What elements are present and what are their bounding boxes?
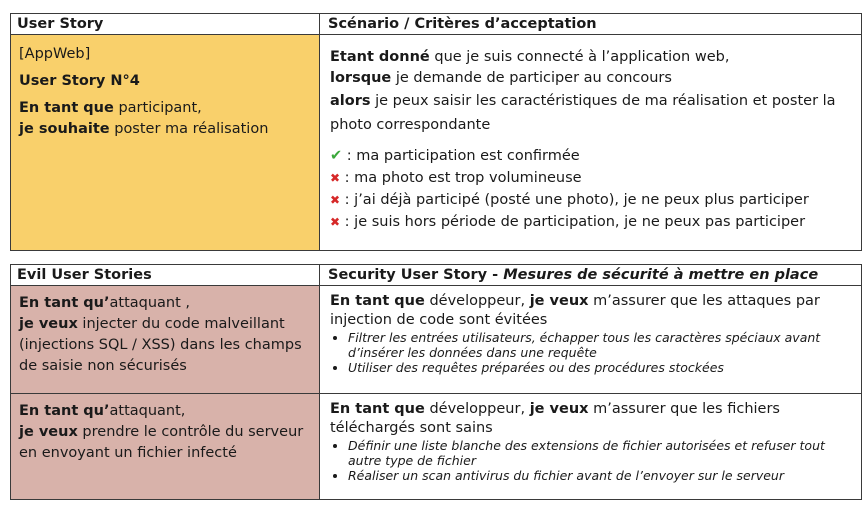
security-measures-list: [330, 438, 853, 483]
security-row: [11, 286, 862, 394]
cross-icon: ✖: [330, 215, 341, 229]
app-tag: [AppWeb]: [19, 46, 91, 62]
evil-as: En tant qu’attaquant,: [19, 403, 186, 419]
user-story-table: [10, 13, 862, 251]
criterion-item: ✖ : ma photo est trop volumineuse: [330, 170, 582, 186]
check-icon: ✔: [330, 148, 343, 164]
user-story-cell: [11, 35, 320, 251]
list-item: • Utiliser des requêtes préparées ou des procédures stockées: [348, 360, 853, 375]
evil-story-cell: [11, 394, 320, 500]
criterion-item: ✖ : j’ai déjà participé (posté une photo), je ne peux plus participer: [330, 192, 809, 208]
security-story-cell: [320, 286, 862, 394]
user-story-header-row: [11, 14, 862, 35]
security-table: [10, 264, 862, 500]
story-as-a: En tant que participant,: [19, 100, 202, 116]
security-measures-list: [330, 330, 853, 375]
list-item: • Filtrer les entrées utilisateurs, échapper tous les caractères spéciaux avant d’insérer les données dans une requête: [348, 330, 853, 360]
security-as-want: En tant que développeur, je veux m’assurer que les fichiers téléchargés sont sains: [330, 401, 780, 436]
user-story-row: [11, 35, 862, 251]
criterion-item: ✔ : ma participation est confirmée: [330, 148, 580, 164]
story-i-want: je souhaite poster ma réalisation: [19, 121, 269, 137]
header-evil-stories: Evil User Stories: [11, 265, 320, 286]
security-story-cell: [320, 394, 862, 500]
evil-as: En tant qu’attaquant ,: [19, 295, 191, 311]
story-number: User Story N°4: [19, 73, 140, 89]
list-item: • Définir une liste blanche des extensions de fichier autorisées et refuser tout autre type de fichier: [348, 438, 853, 468]
header-scenario: Scénario / Critères d’acceptation: [320, 14, 862, 35]
cross-icon: ✖: [330, 171, 341, 185]
scenario-cell: [320, 35, 862, 251]
security-header-row: [11, 265, 862, 286]
cross-icon: ✖: [330, 193, 341, 207]
scenario-then: alors je peux saisir les caractéristiques de ma réalisation et poster la photo correspondante: [330, 93, 836, 133]
security-row: [11, 394, 862, 500]
list-item: • Réaliser un scan antivirus du fichier avant de l’envoyer sur le serveur: [348, 468, 853, 483]
header-user-story: User Story: [11, 14, 320, 35]
scenario-given: Etant donné que je suis connecté à l’application web,: [330, 49, 730, 65]
evil-want: je veux injecter du code malveillant (injections SQL / XSS) dans les champs de saisie non sécurisés: [19, 316, 302, 374]
header-security-story: Security User Story - Mesures de sécurité à mettre en place: [320, 265, 862, 286]
security-as-want: En tant que développeur, je veux m’assurer que les attaques par injection de code sont évitées: [330, 293, 820, 328]
evil-story-cell: [11, 286, 320, 394]
evil-want: je veux prendre le contrôle du serveur en envoyant un fichier infecté: [19, 424, 304, 461]
criterion-item: ✖ : je suis hors période de participation, je ne peux pas participer: [330, 214, 806, 230]
scenario-when: lorsque je demande de participer au concours: [330, 70, 672, 86]
